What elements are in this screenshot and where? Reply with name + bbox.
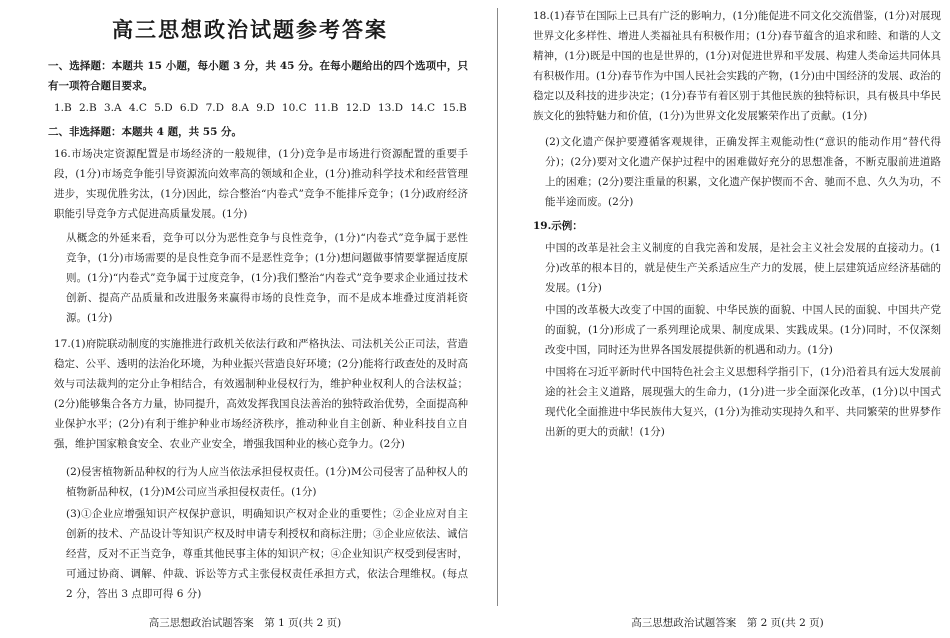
answer-item: 15.B [442, 102, 467, 114]
q16-answer-part1: 16.市场决定资源配置是市场经济的一般规律，(1分)竞争是市场进行资源配置的重要手段，(1分)市场竞争能引导资源流向效率高的领域和企业，(1分)推动科学技术和经营管理进步，实现优胜劣汰，(1分)因此，综合整治“内卷式”竞争不能排斥竞争；(1分)政府经济职能引导竞争方式促进高质量发展。(1分) [54, 148, 468, 220]
answer-item: 8.A [231, 102, 249, 114]
answer-item: 11.B [313, 102, 339, 114]
q19-answer-part3: 中国将在习近平新时代中国特色社会主义思想科学指引下，(1分)沿着具有远大发展前途的社会主义道路，展现强大的生命力，(1分)进一步全面深化改革，(1分)以中国式现代化全面推进中华民族伟大复兴，(1分)为推动实现持久和平、共同繁荣的世界梦作出新的更大的贡献！(1分) [545, 366, 941, 438]
choice-answers [54, 102, 474, 114]
answer-item: 1.B [54, 102, 72, 114]
answer-item: 10.C [281, 102, 307, 114]
answer-item: 13.D [377, 102, 404, 114]
page-divider [497, 8, 498, 606]
section1-header: 一、选择题：本题共 15 小题，每小题 3 分，共 45 分。在每小题给出的四个选项中，只有一项符合题目要求。 [48, 60, 468, 92]
page-footer-2: 高三思想政治试题答案 第 2 页(共 2 页) [631, 617, 824, 629]
answer-item: 6.D [179, 102, 199, 114]
section2-header: 二、非选择题：本题共 4 题，共 55 分。 [48, 126, 243, 138]
answer-item: 12.D [345, 102, 371, 114]
page-title: 高三思想政治试题参考答案 [112, 17, 388, 42]
answer-item: 14.C [410, 102, 436, 114]
q16-answer-part2: 从概念的外延来看，竞争可以分为恶性竞争与良性竞争，(1分)“内卷式”竞争属于恶性竞争，(1分)市场需要的是良性竞争而不是恶性竞争；(1分)想问题做事情要掌握适度原则。(1分)“内卷式”竞争属于过度竞争，(1分)我们整治“内卷式”竞争要求企业通过技术创新、提高产品质量和改进服务来赢得市场的良性竞争，而不是成本堆叠过度消耗资源。(1分) [66, 232, 468, 324]
answer-item: 9.D [256, 102, 275, 114]
q19-answer-part2: 中国的改革极大改变了中国的面貌、中华民族的面貌、中国人民的面貌、中国共产党的面貌，(1分)形成了一系列理论成果、制度成果、实践成果。(1分)同时，不仅深刻改变中国，同时还为世界各国发展提供新的机遇和动力。(1分) [545, 304, 941, 356]
answer-item: 4.C [128, 102, 147, 114]
right-page [505, 0, 950, 638]
page-footer-1: 高三思想政治试题答案 第 1 页(共 2 页) [148, 617, 342, 629]
q18-answer-part2: (2)文化遗产保护要遵循客观规律，正确发挥主观能动性(“意识的能动作用”替代得分)；(2分)要对文化遗产保护过程中的困难做好充分的思想准备，不断克服前进道路上的困难；(2分)要注重量的积累，文化遗产保护锲而不舍、驰而不息、久久为功，不能半途而废。(2分) [545, 136, 941, 208]
q19-label: 19.示例： [533, 220, 583, 232]
answer-item: 2.B [79, 102, 97, 114]
q17-answer-part2: (2)侵害植物新品种权的行为人应当依法承担侵权责任。(1分)M公司侵害了品种权人的植物新品种权，(1分)M公司应当承担侵权责任。(1分) [66, 466, 468, 498]
answer-item: 3.A [104, 102, 122, 114]
q18-answer-part1: 18.(1)春节在国际上已具有广泛的影响力，(1分)能促进不同文化交流借鉴，(1分)对展现世界文化多样性、增进人类福祉具有积极作用；(1分)春节蕴含的追求和睦、和谐的人文精神，(1分)既是中国的也是世界的，(1分)对促进世界和平发展、构建人类命运共同体具有积极作用。(1分)春节作为中国人民社会实践的产物，(1分)由中国经济的发展、政治的稳定以及科技的进步决定；(1分)春节有着区别于其他民族的独特标识，具有极具中华民族文化的独特魅力和价值，(1分)为世界文化发展繁荣作出了贡献。(1分) [533, 10, 941, 122]
answer-item: 5.D [154, 102, 173, 114]
q19-answer-part1: 中国的改革是社会主义制度的自我完善和发展，是社会主义社会发展的直接动力。(1分)改革的根本目的，就是使生产关系适应生产力的发展，使上层建筑适应经济基础的发展。(1分) [545, 242, 941, 294]
q17-answer-part1: 17.(1)府院联动制度的实施推进行政机关依法行政和严格执法、司法机关公正司法，营造稳定、公平、透明的法治化环境，为种业振兴营造良好环境；(2分)能将行政查处的及时高效与司法裁判的定分止争相结合，有效遏制种业侵权行为，维护种业权利人的合法权益；(2分)能够集合各方力量，协同提升，高效发挥我国良法善治的独特政治优势，全面提高种业保护水平；(2分)有利于维护种业市场经济秩序，推动种业自主创新、种业科技自立自强，维护国家粮食安全、农业产业安全，增强我国种业的核心竞争力。(2分) [54, 338, 468, 450]
q17-answer-part3: (3)①企业应增强知识产权保护意识，明确知识产权对企业的重要性；②企业应对自主创新的技术、产品设计等知识产权及时申请专利授权和商标注册；③企业应依法、诚信经营，反对不正当竞争，尊重其他民事主体的知识产权；④企业知识产权受到侵害时，可通过协商、调解、仲裁、诉讼等方式主张侵权责任承担方式，依法合理维权。(每点 2 分，答出 3 点即可得 6 分) [66, 508, 468, 600]
answer-item: 7.D [205, 102, 225, 114]
